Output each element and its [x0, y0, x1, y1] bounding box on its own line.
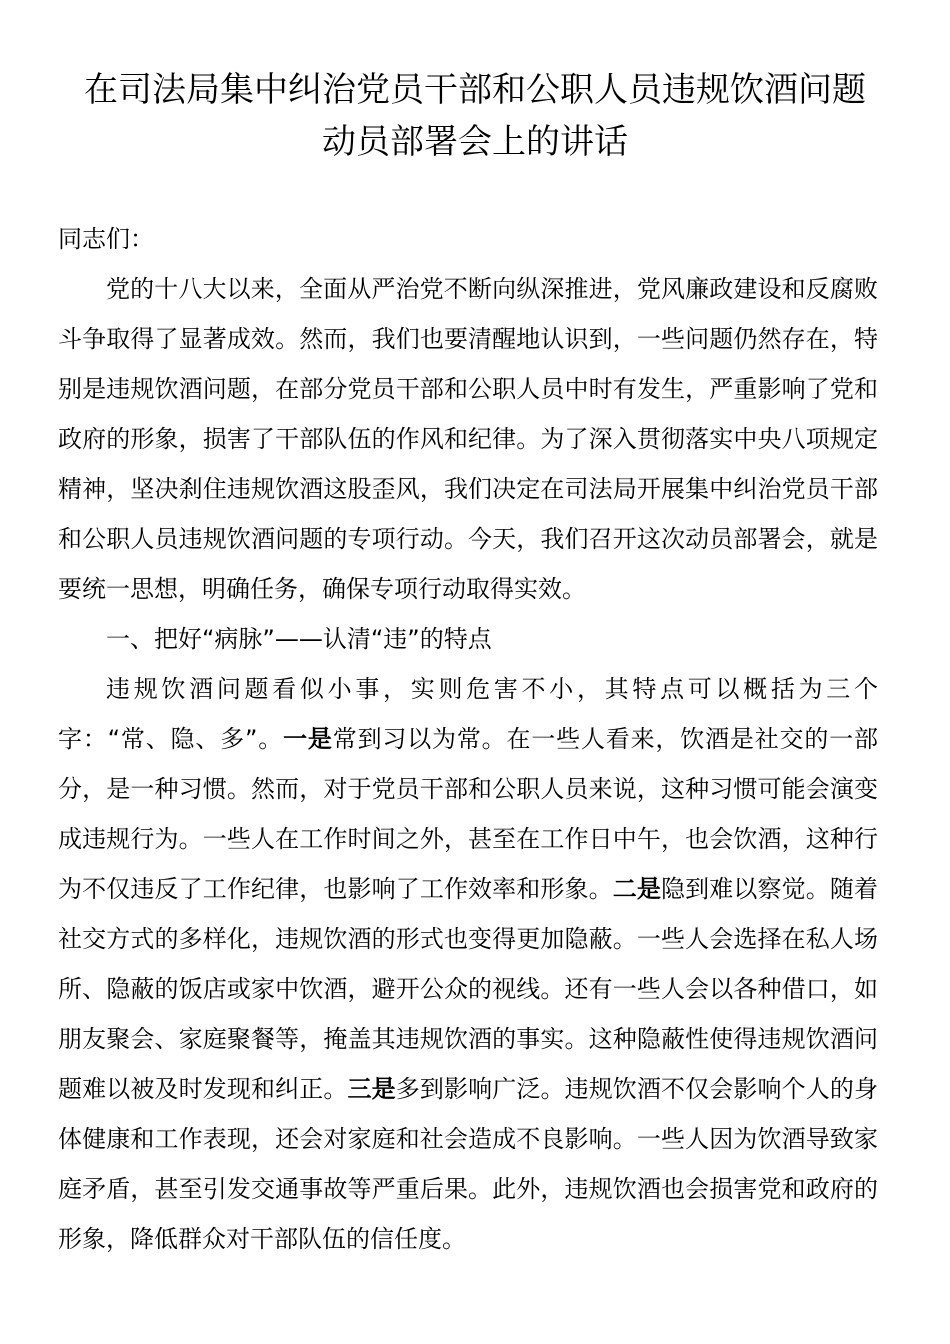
section-heading-1: 一、把好“病脉”——认清“违”的特点	[106, 625, 492, 653]
point-1-text: 常到习以为常。在一些人看来，饮酒是社交的一部分，是一种习惯。然而，对于党员干部和公职人员来说，这种习惯可能会演变成违规行为。一些人在工作时间之外，甚至在工作日中午，也会饮酒，这种行为不仅违反了工作纪律，也影响了工作效率和形象。	[58, 725, 879, 903]
point-2-text: 隐到难以察觉。随着社交方式的多样化，违规饮酒的形式也变得更加隐蔽。一些人会选择在私人场所、隐蔽的饭店或家中饮酒，避开公众的视线。还有一些人会以各种借口，如朋友聚会、家庭聚餐等，掩盖其违规饮酒的事实。这种隐蔽性使得违规饮酒问题难以被及时发现和纠正。	[58, 875, 879, 1103]
title-line-2: 动员部署会上的讲话	[322, 122, 628, 162]
point-3-text: 多到影响广泛。违规饮酒不仅会影响个人的身体健康和工作表现，还会对家庭和社会造成不良影响。一些人因为饮酒导致家庭矛盾，甚至引发交通事故等严重后果。此外，违规饮酒也会损害党和政府的形象，降低群众对干部队伍的信任度。	[58, 1075, 879, 1253]
point-3-label: 三是	[347, 1075, 396, 1103]
title-line-1: 在司法局集中纠治党员干部和公职人员违规饮酒问题	[84, 70, 866, 110]
section-1-paragraph	[58, 664, 878, 1264]
greeting: 同志们：	[58, 225, 154, 253]
document-body	[58, 214, 878, 1264]
section-1-lead: 违规饮酒问题看似小事，实则危害不小，其特点可以概括为三个字：“常、隐、多”。	[58, 675, 878, 753]
document-title	[40, 64, 910, 168]
point-1-label: 一是	[283, 725, 333, 753]
point-2-label: 二是	[612, 875, 662, 903]
intro-paragraph: 党的十八大以来，全面从严治党不断向纵深推进，党风廉政建设和反腐败斗争取得了显著成效。然而，我们也要清醒地认识到，一些问题仍然存在，特别是违规饮酒问题，在部分党员干部和公职人员中时有发生，严重影响了党和政府的形象，损害了干部队伍的作风和纪律。为了深入贯彻落实中央八项规定精神，坚决刹住违规饮酒这股歪风，我们决定在司法局开展集中纠治党员干部和公职人员违规饮酒问题的专项行动。今天，我们召开这次动员部署会，就是要统一思想，明确任务，确保专项行动取得实效。	[58, 275, 878, 603]
